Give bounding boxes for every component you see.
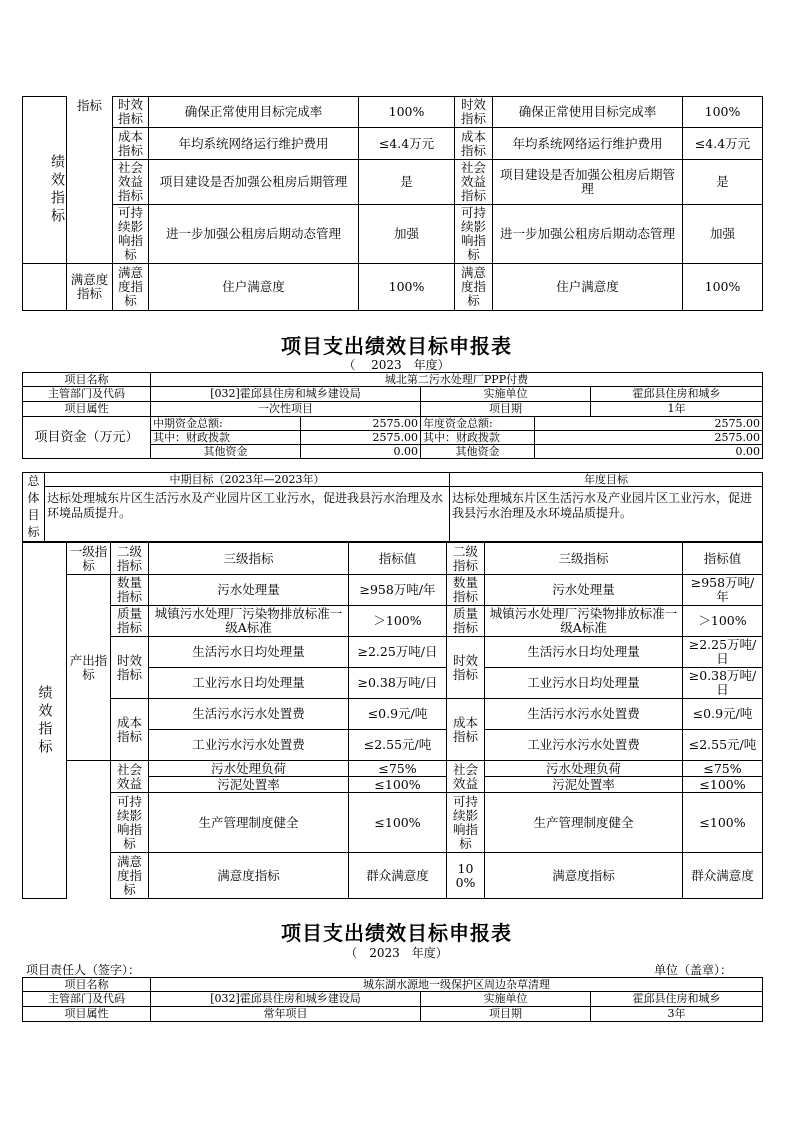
form2-indicator-table (22, 542, 763, 899)
v-qty: ≥958万吨/年 (349, 575, 447, 606)
top-v: 是 (359, 160, 455, 205)
time-label: 时效指标 (111, 637, 149, 699)
r-cost2-b: 工业污水污水处置费 (485, 730, 683, 761)
year-fiscal: 2575.00 (535, 431, 763, 445)
mid-other-label: 其他资金 (151, 445, 301, 459)
quality-label: 质量指标 (111, 606, 149, 637)
f3-dept: [032]霍邱县住房和城乡建设局 (151, 992, 421, 1007)
satis-l2: 满意度指标 (149, 853, 349, 899)
top-vb: 100% (683, 97, 763, 128)
year-other-label: 其他资金 (421, 445, 535, 459)
r-soc2: 污泥处置率 (149, 777, 349, 793)
social-label-b: 社会效益 (447, 761, 485, 793)
v-cost2: ≤2.55元/吨 (349, 730, 447, 761)
v-quality-b: ＞100% (683, 606, 763, 637)
top-v: 加强 (359, 205, 455, 264)
f3-dept-label: 主管部门及代码 (23, 992, 151, 1007)
form2-title: 项目支出绩效目标申报表 (281, 334, 512, 358)
r-sus-b: 生产管理制度健全 (485, 793, 683, 853)
form3-title: 项目支出绩效目标申报表 (281, 921, 512, 945)
perf-label-top: 绩效指标 (23, 97, 67, 264)
mid-total-label: 中期资金总额: (151, 417, 301, 431)
attr-label: 项目属性 (23, 402, 151, 417)
v-soc2-b: ≤100% (683, 777, 763, 793)
mid-fiscal-label: 其中：财政拨款 (151, 431, 301, 445)
top-l2b: 满意度指标 (455, 264, 493, 311)
top-l3b: 进一步加强公租房后期动态管理 (493, 205, 683, 264)
project-name: 城北第二污水处理厂PPP付费 (151, 373, 763, 387)
v-sus-b: ≤100% (683, 793, 763, 853)
r-sat-b: 群众满意度 (683, 853, 763, 899)
v-time2-b: ≥0.38万吨/日 (683, 668, 763, 699)
top-vb: ≤4.4万元 (683, 128, 763, 160)
r-quality-b: 城镇污水处理厂污染物排放标准一级A标准 (485, 606, 683, 637)
r-cost1: 生活污水污水处置费 (149, 699, 349, 730)
r-soc1-b: 污水处理负荷 (485, 761, 683, 777)
r-qty: 污水处理量 (149, 575, 349, 606)
top-l3: 确保正常使用目标完成率 (149, 97, 359, 128)
impl-value: 霍邱县住房和城乡 (591, 387, 763, 402)
overall-goal-label: 总体目标 (23, 473, 45, 542)
top-l2: 成本指标 (113, 128, 149, 160)
top-vb: 加强 (683, 205, 763, 264)
r-quality: 城镇污水处理厂污染物排放标准一级A标准 (149, 606, 349, 637)
funds-label-text: 项目资金（万元） (34, 430, 139, 445)
v-soc2: ≤100% (349, 777, 447, 793)
r-time2-b: 工业污水日均处理量 (485, 668, 683, 699)
dept-label: 主管部门及代码 (23, 387, 151, 402)
hdr-l2: 二级指标 (111, 543, 149, 575)
hdr-v: 指标值 (349, 543, 447, 575)
v-cost2-b: ≤2.55元/吨 (683, 730, 763, 761)
satis-l2-b: 满意度指标 (485, 853, 683, 899)
v-sus: ≤100% (349, 793, 447, 853)
cost-label: 成本指标 (111, 699, 149, 761)
time-label-b: 时效指标 (447, 637, 485, 699)
top-l2b: 可持续影响指标 (455, 205, 493, 264)
r-sat: 群众满意度 (349, 853, 447, 899)
top-l2: 社会效益指标 (113, 160, 149, 205)
quality-label-b: 质量指标 (447, 606, 485, 637)
v-cost1: ≤0.9元/吨 (349, 699, 447, 730)
v-cost1-b: ≤0.9元/吨 (683, 699, 763, 730)
f3-period-label: 项目期 (421, 1007, 591, 1022)
v-time2: ≥0.38万吨/日 (349, 668, 447, 699)
top-l3: 进一步加强公租房后期动态管理 (149, 205, 359, 264)
f3-impl-label: 实施单位 (421, 992, 591, 1007)
top-l3b: 项目建设是否加强公租房后期管理 (493, 160, 683, 205)
period-label: 项目期 (421, 402, 591, 417)
year-goal-label: 年度目标 (450, 473, 763, 487)
output-label: 产出指标 (67, 575, 111, 761)
satis-l1: 满意度指标 (111, 853, 149, 899)
top-vb: 100% (683, 264, 763, 311)
top-l3b: 年均系统网络运行维护费用 (493, 128, 683, 160)
r-qty-b: 污水处理量 (485, 575, 683, 606)
year-goal-text: 达标处理城东片区生活污水及产业园片区工业污水，促进我县污水治理及水环境品质提升。 (450, 487, 763, 542)
r-soc2-b: 污泥处置率 (485, 777, 683, 793)
responsible-signature-label: 项目责任人（签字）： (26, 963, 141, 977)
impl-label: 实施单位 (421, 387, 591, 402)
f3-attr-label: 项目属性 (23, 1007, 151, 1022)
sustain-label: 可持续影响指标 (111, 793, 149, 853)
top-l3: 住户满意度 (149, 264, 359, 311)
mid-goal-text: 达标处理城东片区生活污水及产业园片区工业污水，促进我县污水治理及水环境品质提升。 (45, 487, 450, 542)
top-indicator-table (22, 96, 763, 311)
r-soc1: 污水处理负荷 (149, 761, 349, 777)
v-qty-b: ≥958万吨/年 (683, 575, 763, 606)
form2-info-table (22, 372, 763, 459)
r-time1: 生活污水日均处理量 (149, 637, 349, 668)
r-time2: 工业污水日均处理量 (149, 668, 349, 699)
top-l3b: 确保正常使用目标完成率 (493, 97, 683, 128)
top-vb: 是 (683, 160, 763, 205)
top-l2: 满意度指标 (113, 264, 149, 311)
period-value: 1年 (591, 402, 763, 417)
year-total-label: 年度资金总额: (421, 417, 535, 431)
r-cost1-b: 生活污水污水处置费 (485, 699, 683, 730)
top-v: 100% (359, 97, 455, 128)
top-l3: 年均系统网络运行维护费用 (149, 128, 359, 160)
hdr-l1: 一级指标 (67, 543, 111, 575)
f3-period: 3年 (591, 1007, 763, 1022)
mid-goal-label: 中期目标（2023年—2023年） (45, 473, 450, 487)
f3-impl: 霍邱县住房和城乡 (591, 992, 763, 1007)
social-label: 社会效益 (111, 761, 149, 793)
r-sus: 生产管理制度健全 (149, 793, 349, 853)
mid-total: 2575.00 (301, 417, 421, 431)
year-other: 0.00 (535, 445, 763, 459)
r-cost2: 工业污水污水处置费 (149, 730, 349, 761)
project-name-label: 项目名称 (23, 373, 151, 387)
cost-label-b: 成本指标 (447, 699, 485, 761)
indicator-cont-label: 指标 (67, 97, 113, 264)
top-l2b: 成本指标 (455, 128, 493, 160)
f3-project-name: 城东湖水源地一级保护区周边杂草清理 (151, 978, 763, 992)
hdr-l2b: 二级指标 (447, 543, 485, 575)
top-l2: 时效指标 (113, 97, 149, 128)
mid-fiscal: 2575.00 (301, 431, 421, 445)
qty-label-b: 数量指标 (447, 575, 485, 606)
unit-seal-label: 单位（盖章）： (654, 963, 733, 977)
v-sat: 100% (447, 853, 485, 899)
f3-project-name-label: 项目名称 (23, 978, 151, 992)
year-total: 2575.00 (535, 417, 763, 431)
top-l3: 项目建设是否加强公租房后期管理 (149, 160, 359, 205)
r-time1-b: 生活污水日均处理量 (485, 637, 683, 668)
hdr-l3: 三级指标 (149, 543, 349, 575)
top-l3b: 住户满意度 (493, 264, 683, 311)
form2-goal-table (22, 472, 763, 542)
mid-other: 0.00 (301, 445, 421, 459)
top-l2b: 社会效益指标 (455, 160, 493, 205)
form3-year: （ 2023 年度） (345, 946, 448, 960)
top-l1: 满意度指标 (67, 264, 113, 311)
top-l2: 可持续影响指标 (113, 205, 149, 264)
attr-value: 一次性项目 (151, 402, 421, 417)
f3-attr: 常年项目 (151, 1007, 421, 1022)
top-l2b: 时效指标 (455, 97, 493, 128)
form3-info-table (22, 977, 763, 1022)
hdr-vb: 指标值 (683, 543, 763, 575)
year-fiscal-label: 其中：财政拨款 (421, 431, 535, 445)
v-soc1: ≤75% (349, 761, 447, 777)
v-time1-b: ≥2.25万吨/日 (683, 637, 763, 668)
sustain-label-b: 可持续影响指标 (447, 793, 485, 853)
form2-year: （ 2023 年度） (343, 358, 450, 372)
dept-value: [032]霍邱县住房和城乡建设局 (151, 387, 421, 402)
funds-label (23, 417, 151, 459)
v-soc1-b: ≤75% (683, 761, 763, 777)
perf-label-form2: 绩效指标 (23, 543, 67, 899)
v-time1: ≥2.25万吨/日 (349, 637, 447, 668)
top-v: ≤4.4万元 (359, 128, 455, 160)
top-v: 100% (359, 264, 455, 311)
qty-label: 数量指标 (111, 575, 149, 606)
hdr-l3b: 三级指标 (485, 543, 683, 575)
v-quality: ＞100% (349, 606, 447, 637)
